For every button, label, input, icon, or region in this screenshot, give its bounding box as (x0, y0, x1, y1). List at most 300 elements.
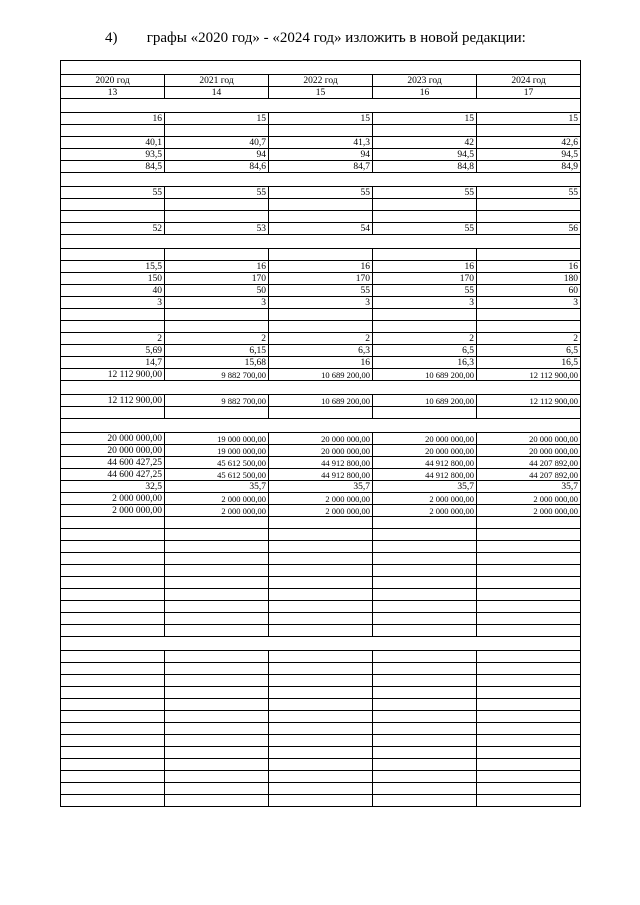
table-cell (373, 553, 477, 565)
table-row (61, 711, 581, 723)
table-cell (269, 125, 373, 137)
table-cell: 93,5 (61, 149, 165, 161)
table-cell (269, 783, 373, 795)
table-cell (269, 771, 373, 783)
table-cell (165, 125, 269, 137)
column-number: 14 (165, 87, 269, 99)
table-cell (165, 613, 269, 625)
table-cell: 84,8 (373, 161, 477, 173)
table-cell (269, 309, 373, 321)
table-cell: 15 (477, 113, 581, 125)
table-cell (477, 699, 581, 711)
table-cell: 41,3 (269, 137, 373, 149)
table-cell (61, 99, 581, 113)
table-cell (61, 589, 165, 601)
table-cell (165, 759, 269, 771)
table-cell: 40,7 (165, 137, 269, 149)
table-cell: 2 (373, 333, 477, 345)
section-heading (105, 30, 526, 47)
table-cell (373, 687, 477, 699)
table-cell: 12 112 900,00 (61, 369, 165, 381)
table-cell: 9 882 700,00 (165, 395, 269, 407)
table-cell (165, 407, 269, 419)
table-cell (61, 235, 581, 249)
table-cell (373, 529, 477, 541)
table-section-row (61, 637, 581, 651)
table-cell (373, 723, 477, 735)
table-cell: 35,7 (477, 481, 581, 493)
table-cell (477, 613, 581, 625)
table-cell: 55 (269, 187, 373, 199)
table-cell (269, 199, 373, 211)
heading-number: 4) (105, 30, 118, 46)
table-cell: 16 (269, 357, 373, 369)
table-cell: 2 000 000,00 (165, 493, 269, 505)
table-cell: 6,15 (165, 345, 269, 357)
table-cell (477, 759, 581, 771)
table-cell: 20 000 000,00 (269, 433, 373, 445)
table-row (61, 541, 581, 553)
table-cell: 84,5 (61, 161, 165, 173)
table-cell (165, 309, 269, 321)
table-cell: 20 000 000,00 (61, 433, 165, 445)
table-cell (165, 601, 269, 613)
table-cell: 14,7 (61, 357, 165, 369)
table-row (61, 445, 581, 457)
table-cell (269, 795, 373, 807)
table-cell: 170 (373, 273, 477, 285)
table-cell (477, 589, 581, 601)
table-row (61, 309, 581, 321)
table-cell (269, 759, 373, 771)
table-cell: 20 000 000,00 (477, 433, 581, 445)
table-cell (269, 553, 373, 565)
table-row (61, 261, 581, 273)
table-cell (165, 675, 269, 687)
table-cell (165, 553, 269, 565)
table-cell: 19 000 000,00 (165, 445, 269, 457)
table-cell: 55 (373, 187, 477, 199)
table-cell (373, 783, 477, 795)
table-row (61, 149, 581, 161)
table-cell: 20 000 000,00 (373, 445, 477, 457)
column-number: 13 (61, 87, 165, 99)
table-cell (165, 565, 269, 577)
table-top-row (61, 61, 581, 75)
table-row (61, 517, 581, 529)
table-cell (373, 199, 477, 211)
table-cell: 94,5 (373, 149, 477, 161)
table-cell (61, 771, 165, 783)
table-cell: 44 207 892,00 (477, 457, 581, 469)
table-cell (373, 125, 477, 137)
table-cell (61, 407, 165, 419)
table-cell (373, 795, 477, 807)
column-number: 15 (269, 87, 373, 99)
table-cell: 15,5 (61, 261, 165, 273)
table-cell (269, 321, 373, 333)
table-cell (165, 199, 269, 211)
table-row (61, 601, 581, 613)
table-cell (477, 407, 581, 419)
table-cell (477, 309, 581, 321)
table-cell (477, 601, 581, 613)
table-cell (61, 687, 165, 699)
table-cell (165, 723, 269, 735)
table-cell (477, 199, 581, 211)
table-cell (165, 517, 269, 529)
table-row (61, 369, 581, 381)
table-cell: 55 (269, 285, 373, 297)
table-cell: 6,5 (373, 345, 477, 357)
table-cell: 55 (61, 187, 165, 199)
table-cell (477, 625, 581, 637)
table-cell: 3 (61, 297, 165, 309)
table-cell: 44 207 892,00 (477, 469, 581, 481)
table-row (61, 113, 581, 125)
table-cell (165, 783, 269, 795)
table-cell: 10 689 200,00 (373, 369, 477, 381)
table-cell: 15 (269, 113, 373, 125)
table-row (61, 187, 581, 199)
table-cell (165, 663, 269, 675)
table-cell (373, 675, 477, 687)
table-row (61, 651, 581, 663)
table-cell (373, 589, 477, 601)
table-row (61, 553, 581, 565)
table-cell: 16,3 (373, 357, 477, 369)
table-cell: 2 000 000,00 (269, 505, 373, 517)
table-cell (61, 419, 581, 433)
table-cell (61, 309, 165, 321)
table-cell: 45 612 500,00 (165, 469, 269, 481)
table-row (61, 759, 581, 771)
table-cell (269, 249, 373, 261)
table-row (61, 589, 581, 601)
table-row (61, 735, 581, 747)
table-cell (61, 699, 165, 711)
table-cell (269, 699, 373, 711)
table-cell (61, 577, 165, 589)
table-cell (269, 747, 373, 759)
table-row (61, 625, 581, 637)
table-cell (373, 699, 477, 711)
table-cell (477, 565, 581, 577)
table-cell: 2 000 000,00 (61, 505, 165, 517)
table-cell (477, 795, 581, 807)
table-cell: 16 (477, 261, 581, 273)
table-cell (269, 675, 373, 687)
table-cell: 40,1 (61, 137, 165, 149)
table-cell (373, 747, 477, 759)
table-row (61, 273, 581, 285)
table-cell (61, 637, 581, 651)
table-row (61, 505, 581, 517)
table-cell: 3 (269, 297, 373, 309)
table-cell (269, 517, 373, 529)
table-cell: 2 (477, 333, 581, 345)
table-cell (165, 625, 269, 637)
table-row (61, 199, 581, 211)
table-cell (373, 321, 477, 333)
table-cell: 60 (477, 285, 581, 297)
table-cell (61, 711, 165, 723)
table-cell: 3 (373, 297, 477, 309)
table-cell (61, 565, 165, 577)
column-header-2021: 2021 год (165, 75, 269, 87)
table-cell (165, 541, 269, 553)
table-cell (61, 651, 165, 663)
table-section-row (61, 419, 581, 433)
table-row (61, 565, 581, 577)
table-cell: 180 (477, 273, 581, 285)
table-cell (373, 625, 477, 637)
table-cell (269, 211, 373, 223)
table-cell: 94,5 (477, 149, 581, 161)
table-row (61, 211, 581, 223)
table-cell (61, 795, 165, 807)
table-cell (269, 529, 373, 541)
table-cell: 12 112 900,00 (61, 395, 165, 407)
table-cell: 16 (165, 261, 269, 273)
table-row (61, 723, 581, 735)
table-cell (373, 651, 477, 663)
table-row (61, 457, 581, 469)
table-row (61, 481, 581, 493)
table-cell (373, 613, 477, 625)
table-cell: 2 000 000,00 (477, 505, 581, 517)
column-number-row (61, 87, 581, 99)
table-cell (477, 529, 581, 541)
table-cell (269, 735, 373, 747)
table-cell (373, 771, 477, 783)
header-row (61, 75, 581, 87)
table-cell: 20 000 000,00 (269, 445, 373, 457)
table-cell (165, 577, 269, 589)
table-cell: 35,7 (269, 481, 373, 493)
table-row (61, 613, 581, 625)
table-cell: 2 000 000,00 (61, 493, 165, 505)
table-cell (165, 687, 269, 699)
table-row (61, 285, 581, 297)
table-cell: 16 (269, 261, 373, 273)
table-row (61, 357, 581, 369)
table-cell: 42,6 (477, 137, 581, 149)
table-cell (477, 771, 581, 783)
table-cell: 10 689 200,00 (269, 369, 373, 381)
table-cell (269, 687, 373, 699)
heading-text: графы «2020 год» - «2024 год» изложить в новой редакции: (146, 30, 526, 46)
table-cell (373, 759, 477, 771)
table-cell: 16,5 (477, 357, 581, 369)
table-cell (477, 663, 581, 675)
table-cell (165, 321, 269, 333)
table-cell: 3 (165, 297, 269, 309)
table-cell (477, 577, 581, 589)
table-cell: 44 912 800,00 (269, 457, 373, 469)
table-cell: 15 (165, 113, 269, 125)
table-cell: 15,68 (165, 357, 269, 369)
table-cell (269, 601, 373, 613)
table-row (61, 345, 581, 357)
table-cell: 54 (269, 223, 373, 235)
table-row (61, 321, 581, 333)
table-cell: 45 612 500,00 (165, 457, 269, 469)
table-cell (477, 783, 581, 795)
table-cell: 20 000 000,00 (373, 433, 477, 445)
table-cell (61, 601, 165, 613)
table-row (61, 687, 581, 699)
table-cell (373, 249, 477, 261)
table-cell (61, 675, 165, 687)
table-cell: 42 (373, 137, 477, 149)
column-header-2020: 2020 год (61, 75, 165, 87)
table-row (61, 529, 581, 541)
table-cell: 84,6 (165, 161, 269, 173)
table-cell: 150 (61, 273, 165, 285)
table-cell: 2 000 000,00 (373, 493, 477, 505)
table-cell: 5,69 (61, 345, 165, 357)
table-row (61, 663, 581, 675)
table-cell: 2 (61, 333, 165, 345)
table-cell: 9 882 700,00 (165, 369, 269, 381)
table-cell (477, 675, 581, 687)
table-cell (61, 199, 165, 211)
table-section-row (61, 235, 581, 249)
table-cell (61, 381, 581, 395)
table-row (61, 783, 581, 795)
table-cell: 84,9 (477, 161, 581, 173)
table-cell: 2 000 000,00 (373, 505, 477, 517)
table-row (61, 577, 581, 589)
table-row (61, 137, 581, 149)
table-cell (269, 565, 373, 577)
table-cell: 2 (269, 333, 373, 345)
table-cell: 170 (269, 273, 373, 285)
table-cell: 12 112 900,00 (477, 369, 581, 381)
table-cell (477, 125, 581, 137)
table-cell: 55 (477, 187, 581, 199)
table-section-row (61, 99, 581, 113)
table-cell (165, 795, 269, 807)
table-cell: 53 (165, 223, 269, 235)
table-cell: 170 (165, 273, 269, 285)
table-row (61, 407, 581, 419)
table-cell: 10 689 200,00 (269, 395, 373, 407)
table-cell (373, 211, 477, 223)
table-cell: 55 (373, 223, 477, 235)
table-cell (477, 651, 581, 663)
table-cell (61, 321, 165, 333)
table-cell (269, 651, 373, 663)
data-table (60, 60, 581, 807)
table-cell (61, 625, 165, 637)
table-cell (269, 541, 373, 553)
table-cell (269, 723, 373, 735)
table-cell (61, 517, 165, 529)
table-cell (61, 61, 581, 75)
column-number: 17 (477, 87, 581, 99)
table-cell: 16 (61, 113, 165, 125)
table-cell (61, 747, 165, 759)
table-cell (165, 589, 269, 601)
table-cell: 20 000 000,00 (477, 445, 581, 457)
table-cell (61, 663, 165, 675)
table-cell (165, 651, 269, 663)
table-cell: 2 000 000,00 (477, 493, 581, 505)
table-cell (269, 407, 373, 419)
table-cell (477, 711, 581, 723)
table-cell (373, 517, 477, 529)
table-cell (477, 747, 581, 759)
table-cell: 15 (373, 113, 477, 125)
column-header-2023: 2023 год (373, 75, 477, 87)
table-row (61, 125, 581, 137)
table-cell: 35,7 (165, 481, 269, 493)
table-body (61, 61, 581, 807)
table-cell (165, 771, 269, 783)
table-cell: 32,5 (61, 481, 165, 493)
table-cell (373, 577, 477, 589)
table-cell (373, 601, 477, 613)
column-header-2024: 2024 год (477, 75, 581, 87)
table-row (61, 493, 581, 505)
table-cell: 2 000 000,00 (165, 505, 269, 517)
table-cell (61, 529, 165, 541)
table-cell (61, 735, 165, 747)
table-cell (373, 663, 477, 675)
table-cell: 94 (269, 149, 373, 161)
column-number: 16 (373, 87, 477, 99)
table-cell (165, 529, 269, 541)
table-cell: 44 912 800,00 (373, 457, 477, 469)
table-cell (61, 613, 165, 625)
table-cell (61, 723, 165, 735)
table-cell (165, 711, 269, 723)
table-cell: 20 000 000,00 (61, 445, 165, 457)
table-section-row (61, 173, 581, 187)
table-cell (61, 173, 581, 187)
table-cell (165, 211, 269, 223)
table-cell: 44 912 800,00 (269, 469, 373, 481)
table-cell (269, 613, 373, 625)
table-row (61, 333, 581, 345)
table-cell (165, 249, 269, 261)
table-cell: 6,3 (269, 345, 373, 357)
table-cell (269, 663, 373, 675)
table-cell (477, 249, 581, 261)
table-cell: 50 (165, 285, 269, 297)
table-cell (477, 687, 581, 699)
table-row (61, 699, 581, 711)
table-cell: 3 (477, 297, 581, 309)
table-cell: 84,7 (269, 161, 373, 173)
table-cell (373, 407, 477, 419)
table-cell (165, 735, 269, 747)
table-cell (477, 517, 581, 529)
table-cell (61, 783, 165, 795)
table-cell: 6,5 (477, 345, 581, 357)
table-cell (477, 553, 581, 565)
table-cell (477, 211, 581, 223)
table-cell (269, 711, 373, 723)
table-cell (269, 625, 373, 637)
table-row (61, 771, 581, 783)
table-row (61, 249, 581, 261)
table-cell: 94 (165, 149, 269, 161)
table-cell (373, 565, 477, 577)
table-cell (61, 249, 165, 261)
